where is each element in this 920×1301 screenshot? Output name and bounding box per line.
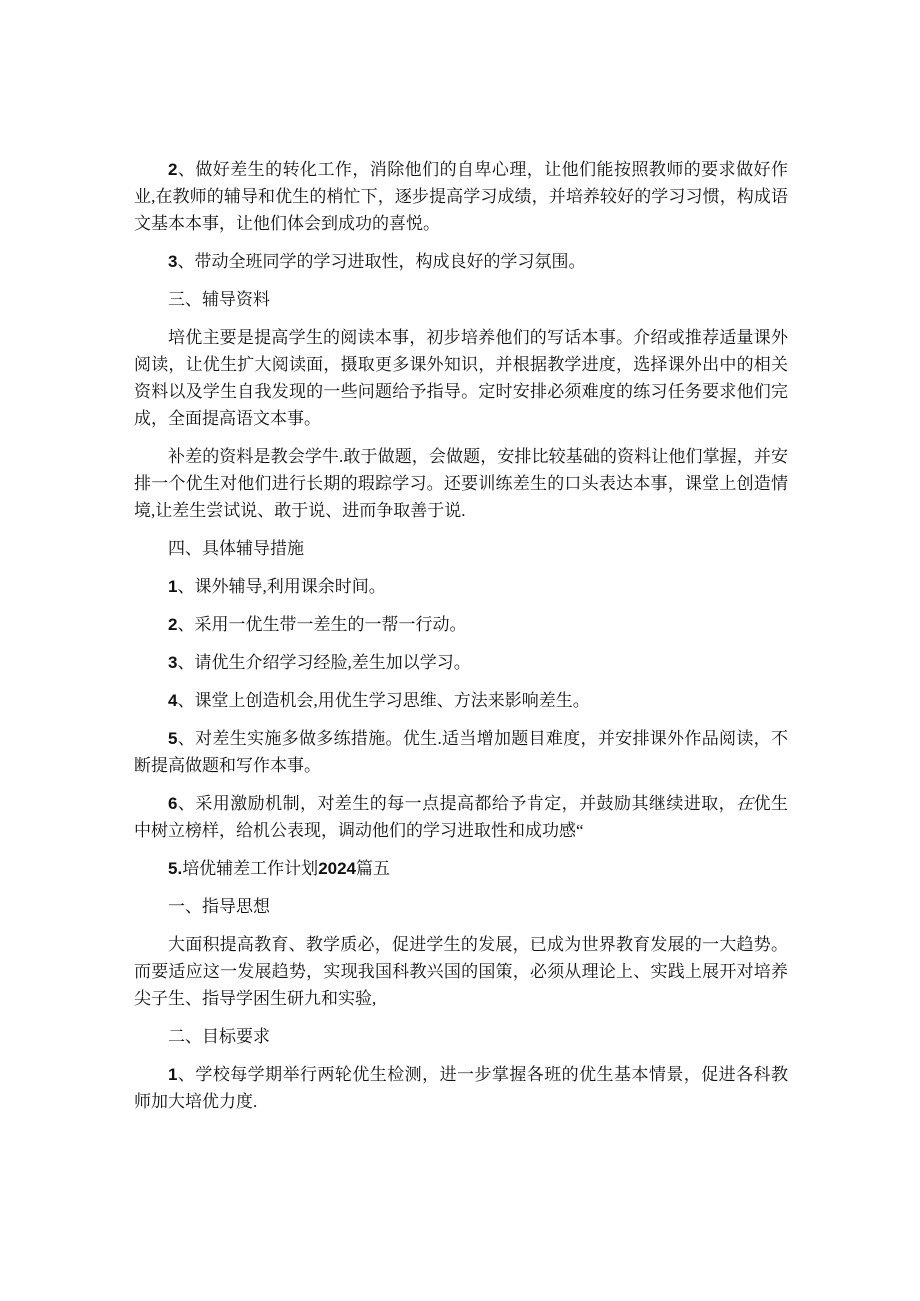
list-number: 5 [168, 729, 178, 748]
text-run: 优生中树立榜样，给机公表现，调动他们的学习进取性和成功感“ [134, 794, 789, 840]
list-number: 6 [168, 794, 178, 813]
list-item-1-after-class-tutoring [134, 573, 788, 600]
paragraph-remedial-materials [134, 443, 788, 524]
heading-section-2-target-requirements [134, 1023, 788, 1050]
heading-section-1-guiding-ideology [134, 893, 788, 920]
text-run: 、采用一优生带一差生的一帮一行动。 [177, 615, 467, 634]
text-run: 、对差生实施多做多练措施。优生.适当增加题目难度，并安排课外作品阅读，不断提高做题和写作本事。 [134, 729, 788, 775]
text-run: 、课外辅导,利用课余时间。 [177, 577, 386, 596]
heading-section-3-tutoring-materials [134, 286, 788, 313]
list-number: 3 [168, 252, 178, 271]
list-number: 2024 [318, 859, 357, 878]
text-run: 、课堂上创造机会,用优生学习思维、方法来影响差生。 [177, 691, 590, 710]
italic-text: 在 [736, 794, 754, 813]
list-item-1-school-testing [134, 1061, 788, 1115]
text-run: 培优辅差工作计划 [182, 859, 319, 878]
text-run: 、带动全班同学的学习进取性，构成良好的学习氛围。 [177, 252, 586, 271]
list-number: 2 [168, 615, 178, 634]
text-run: 篇五 [356, 859, 391, 878]
text-run: 三、辅导资料 [168, 290, 270, 309]
list-number: 3 [168, 653, 178, 672]
list-number: 1 [168, 577, 178, 596]
text-run: 、学校每学期举行两轮优生检测，进一步掌握各班的优生基本情景，促进各科教师加大培优力度. [134, 1065, 788, 1111]
heading-plan-5-title-2024 [134, 855, 788, 882]
list-item-6-incentive-mechanism [134, 790, 788, 844]
text-run: 、做好差生的转化工作，消除他们的自卑心理，让他们能按照教师的要求做好作业,在教师的辅导和优生的梢忙下，逐步提高学习成绩，并培养较好的学习习惯，构成语文基本本事，让他们体会到成功的喜悦。 [134, 160, 788, 233]
list-item-5-more-practice [134, 725, 788, 779]
paragraph-education-trend [134, 931, 788, 1012]
paragraph-cultivate-top-students [134, 324, 788, 432]
list-number: 2 [168, 160, 178, 179]
list-item-3-share-experience [134, 649, 788, 676]
heading-section-4-specific-measures [134, 535, 788, 562]
list-item-4-classroom-opportunities [134, 687, 788, 714]
list-number: 4 [168, 691, 178, 710]
text-run: 二、目标要求 [168, 1027, 270, 1046]
list-number: 5. [168, 859, 183, 878]
document-text-block [134, 156, 788, 1126]
list-item-2-pairing-action [134, 611, 788, 638]
text-run: 四、具体辅导措施 [168, 539, 304, 558]
text-run: 培优主要是提高学生的阅读本事，初步培养他们的写话本事。介绍或推荐适量课外阅读，让优生扩大阅读面，摄取更多课外知识，并根据教学进度，选择课外出中的相关资料以及学生自我发现的一些问题给予指导。定时安排必须难度的练习任务要求他们完成，全面提高语文本事。 [134, 328, 788, 428]
text-run: 一、指导思想 [168, 897, 270, 916]
list-number: 1 [168, 1065, 178, 1084]
text-run: 大面积提高教育、教学质必，促进学生的发展，已成为世界教育发展的一大趋势。而要适应这一发展趋势，实现我国科教兴国的国策，必须从理论上、实践上展开对培养尖子生、指导学困生研九和实验, [134, 935, 788, 1008]
text-run: 、采用激励机制，对差生的每一点提高都给予肯定，并鼓励其继续进取， [177, 794, 737, 813]
text-run: 补差的资料是教会学牛.敢于做题，会做题，安排比较基础的资料让他们掌握，并安排一个优生对他们进行长期的瑕踪学习。还要训练差生的口头表达本事，课堂上创造情境,让差生尝试说、敢于说、进而争取善于说. [134, 447, 788, 520]
text-run: 、请优生介绍学习经脸,差生加以学习。 [177, 653, 471, 672]
list-item-3-drive-class-motivation [134, 248, 788, 275]
list-item-2-transform-weak-students [134, 156, 788, 237]
